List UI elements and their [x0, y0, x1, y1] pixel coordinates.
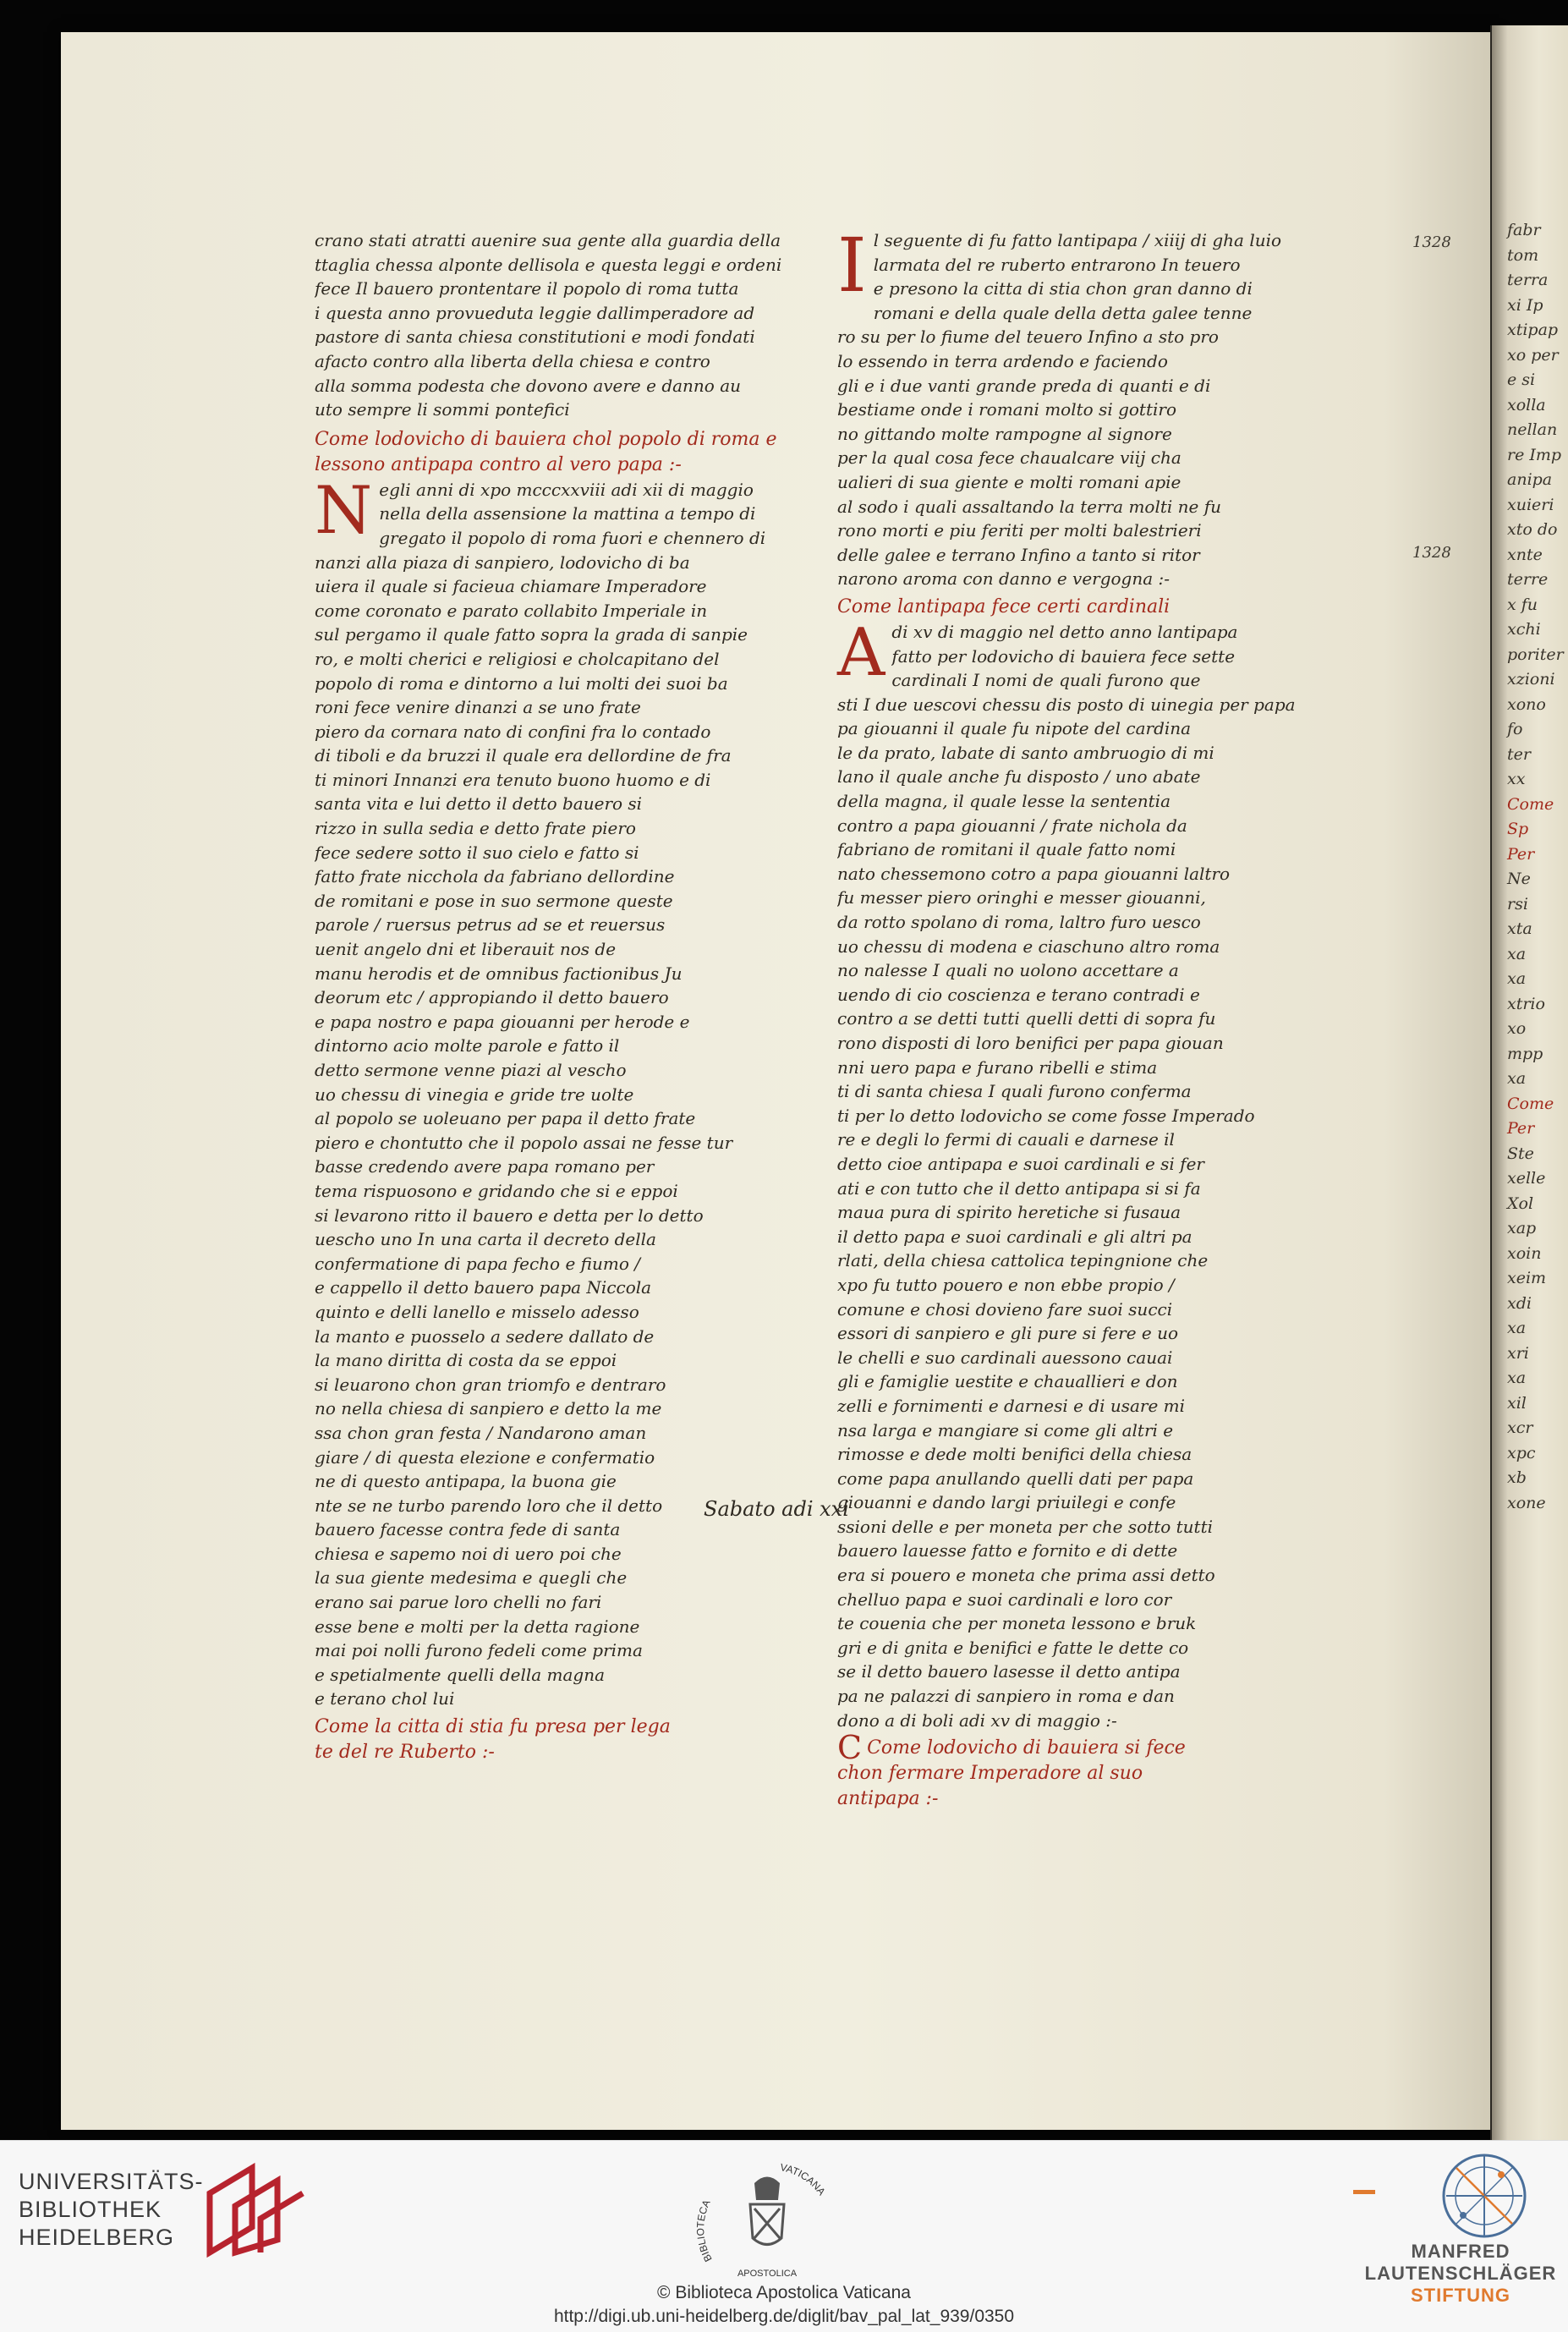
text-line: comune e chosi dovieno fare suoi succi	[837, 1298, 1173, 1320]
text-line: essori di sanpiero e gli pure si fere e uo	[837, 1323, 1179, 1344]
text-line: fu messer piero oringhi e messer giouanni,	[837, 887, 1206, 908]
text-line: giouanni e dando largi priuilegi e confe	[837, 1492, 1176, 1513]
text-line: erano sai parue loro chelli no fari	[315, 1592, 602, 1613]
facing-page-line: Come	[1507, 1094, 1554, 1113]
text-line: roni fece venire dinanzi a se uno frate	[315, 697, 641, 718]
text-line: popolo di roma e dintorno a lui molti dei suoi ba	[315, 672, 728, 694]
text-line: pa giouanni il quale fu nipote del cardina	[837, 718, 1192, 739]
text-line: l seguente di fu fatto lantipapa / xiiij di gha luio	[873, 230, 1282, 250]
facing-page-line: xnte	[1507, 545, 1543, 564]
facing-page-line: terre	[1507, 570, 1549, 589]
rubric-heading	[315, 427, 839, 478]
facing-page-line: xa	[1507, 1069, 1527, 1088]
text-line: nte se ne turbo parendo loro che il detto	[315, 1495, 663, 1516]
facing-page-line: tom	[1507, 245, 1539, 265]
text-line: quinto e delli lanello e misselo adesso	[315, 1301, 639, 1322]
text-line: alla somma podesta che dovono avere e danno au	[315, 375, 742, 396]
text-line: chelluo papa e suoi cardinali e loro cor	[837, 1589, 1172, 1610]
facing-page-line: mpp	[1507, 1044, 1543, 1063]
facing-page-line: Ste	[1507, 1144, 1534, 1163]
rubric-heading	[837, 595, 1379, 620]
text-line: al popolo se uoleuano per papa il detto frate	[315, 1108, 696, 1129]
manfred-foundation-name[interactable]: MANFRED LAUTENSCHLÄGER STIFTUNG	[1364, 2241, 1557, 2306]
text-line: te couenia che per moneta lessono e bruk	[837, 1613, 1197, 1634]
text-line: rizzo in sulla sedia e detto frate piero	[315, 818, 636, 839]
rubric-heading	[837, 1729, 1379, 1812]
text-line: piero e chontutto che il popolo assai ne fesse tur	[315, 1132, 733, 1153]
text-line: si leuarono chon gran triomfo e dentraro	[315, 1374, 666, 1395]
right-body-lines	[837, 614, 1379, 1732]
text-line: si levarono ritto il bauero e detta per lo detto	[315, 1204, 704, 1226]
text-line: fabriano de romitani il quale fatto nomi	[837, 839, 1176, 860]
facing-page-line: Sp	[1507, 820, 1529, 838]
left-body-lines	[315, 472, 839, 1711]
text-line: gri e di gnita e benifici e fatte le dette co	[837, 1637, 1189, 1658]
rubric-heading	[315, 1715, 839, 1765]
facing-page-line: xdi	[1507, 1293, 1532, 1313]
text-line: narono aroma con danno e vergogna :-	[837, 568, 1171, 590]
text-line: per la qual cosa fece chaualcare viij cha	[837, 447, 1181, 469]
footer	[0, 2140, 1568, 2332]
facing-page-line: xuieri	[1507, 495, 1554, 514]
facing-page-line: xi Ip	[1507, 295, 1543, 315]
text-line: e papa nostro e papa giouanni per herode e	[315, 1011, 690, 1032]
text-line: uiera il quale si facieua chiamare Imperadore	[315, 576, 707, 597]
text-line: sti I due uescovi chessu dis posto di uinegia per papa	[837, 694, 1296, 715]
text-line: pa ne palazzi di sanpiero in roma e dan	[837, 1686, 1175, 1707]
text-line: rono morti e piu feriti per molti balestrieri	[837, 520, 1202, 541]
text-line: giare / di questa elezione e confermatio	[315, 1446, 655, 1468]
text-line: cardinali I nomi de quali furono que	[891, 670, 1201, 691]
text-line: antipapa :-	[837, 1788, 939, 1810]
text-line: ti per lo detto lodovicho se come fosse Imperado	[837, 1105, 1255, 1126]
text-line: gli e i due vanti grande preda di quanti e di	[837, 375, 1211, 396]
text-line: e spetialmente quelli della magna	[315, 1664, 606, 1685]
text-line: ti di santa chiesa I quali furono conferma	[837, 1081, 1192, 1102]
facing-page-line: nellan	[1507, 420, 1558, 439]
text-line: le chelli e suo cardinali auessono cauai	[837, 1347, 1173, 1368]
text-line: uo chessu di modena e ciaschuno altro roma	[837, 936, 1220, 957]
text-line: nsa larga e mangiare si come gli altri e	[837, 1419, 1174, 1440]
facing-page-line: xa	[1507, 944, 1527, 963]
text-line: da rotto spolano di roma, laltro furo uesco	[837, 912, 1201, 933]
text-line: uescho uno In una carta il decreto della	[315, 1229, 656, 1250]
text-line: lano il quale anche fu disposto / uno abate	[837, 766, 1201, 787]
text-line: fece sedere sotto il suo cielo e fatto si	[315, 842, 639, 863]
text-line: no nalesse I quali no uolono accettare a	[837, 960, 1179, 981]
facing-page-line: xb	[1507, 1468, 1527, 1487]
text-line: ti minori Innanzi era tenuto buono huomo e di	[315, 769, 711, 790]
text-line: afacto contro alla liberta della chiesa e contro	[315, 350, 710, 371]
facing-page-line: xto do	[1507, 520, 1558, 539]
left-text-column	[315, 228, 839, 1765]
facing-page-line: xri	[1507, 1343, 1529, 1363]
text-line: basse credendo avere papa romano per	[315, 1156, 655, 1177]
facing-page-line: ter	[1507, 744, 1531, 764]
facing-page-edge	[1490, 25, 1568, 2140]
text-line: deorum etc / appropiando il detto bauero	[315, 987, 669, 1008]
text-line: contro a se detti tutti quelli detti di sopra fu	[837, 1008, 1216, 1029]
text-line: no gittando molte rampogne al signore	[837, 423, 1172, 444]
text-line: uenit angelo dni et liberauit nos de	[315, 939, 617, 960]
paragraph	[837, 222, 1379, 591]
facing-page-line: xolla	[1507, 395, 1546, 414]
facing-page-line: Xol	[1507, 1193, 1534, 1213]
text-line: parole / ruersus petrus ad se et reuersus	[315, 914, 666, 936]
facing-page-line: poriter	[1507, 645, 1564, 664]
svg-text:VATICANA: VATICANA	[779, 2161, 828, 2198]
text-line: e cappello il detto bauero papa Niccola	[315, 1277, 652, 1298]
facing-page-line: xelle	[1507, 1169, 1546, 1188]
facing-page-line: xil	[1507, 1393, 1527, 1413]
text-line: romani e della quale della detta galee tenne	[873, 302, 1253, 323]
red-initial: C	[837, 1729, 863, 1767]
text-line: chiesa e sapemo noi di uero poi che	[315, 1543, 622, 1564]
facing-page-line: fo	[1507, 720, 1523, 738]
facing-page-line: xta	[1507, 919, 1532, 938]
text-line: sul pergamo il quale fatto sopra la grada di sanpie	[315, 624, 748, 645]
decorative-dash	[1353, 2190, 1375, 2194]
text-line: era si pouero e moneta che prima assi detto	[837, 1565, 1215, 1586]
facing-page-line: x fu	[1507, 595, 1538, 614]
text-line: rono disposti di loro benifici per papa giouan	[837, 1033, 1224, 1053]
text-line: bauero lauesse fatto e fornito e di dette	[837, 1540, 1178, 1561]
facing-page-line: xo per	[1507, 345, 1559, 365]
text-line: mai poi nolli furono fedeli come prima	[315, 1640, 643, 1661]
copyright-notice: © Biblioteca Apostolica Vaticana	[657, 2283, 911, 2302]
margin-year: 1328	[1412, 544, 1451, 562]
text-line: larmata del re ruberto entrarono In teuero	[873, 254, 1241, 275]
facing-page-line: e si	[1507, 370, 1536, 389]
text-line: detto cioe antipapa e suoi cardinali e si fer	[837, 1153, 1204, 1174]
text-line: dono a di boli adi xv di maggio :-	[837, 1709, 1117, 1731]
facing-page-line: xono	[1507, 694, 1546, 714]
right-opening-lines	[837, 222, 1379, 591]
facing-page-line: xpc	[1507, 1443, 1536, 1462]
text-line: rimosse e dede molti benifici della chiesa	[837, 1444, 1192, 1465]
text-line: egli anni di xpo mcccxxviii adi xii di maggio	[379, 479, 754, 500]
facing-page-line: rsi	[1507, 894, 1528, 914]
text-line: ati e con tutto che il detto antipapa si si fa	[837, 1177, 1201, 1199]
text-line: pastore di santa chiesa constitutioni e modi fondati	[315, 326, 755, 348]
facing-page-line: xoin	[1507, 1243, 1542, 1263]
facing-page-line: terra	[1507, 271, 1549, 289]
manuscript-page	[61, 32, 1499, 2130]
text-line: e terano chol lui	[315, 1688, 455, 1709]
text-line: bauero facesse contra fede di santa	[315, 1519, 621, 1540]
text-line: ualieri di sua giente e molti romani apie	[837, 471, 1181, 492]
text-line: detto sermone venne piazi al vescho	[315, 1060, 627, 1080]
text-line: lessono antipapa contro al vero papa :-	[315, 453, 682, 475]
text-line: ne di questo antipapa, la buona gie	[315, 1471, 617, 1492]
text-line: re e degli lo fermi di cauali e darnese il	[837, 1129, 1175, 1150]
text-line: esse bene e molti per la detta ragione	[315, 1616, 640, 1637]
text-line: confermatione di papa fecho e fiumo /	[315, 1253, 640, 1274]
facing-page-line: Ne	[1507, 870, 1531, 888]
text-line: ssioni delle e per moneta per che sotto tutti	[837, 1516, 1214, 1537]
catchword: Sabato adi xxi	[704, 1497, 849, 1521]
text-line: uto sempre li sommi pontefici	[315, 399, 570, 420]
ub-heidelberg-name[interactable]: UNIVERSITÄTS- BIBLIOTHEK HEIDELBERG	[19, 2169, 204, 2250]
text-line: gregato il popolo di roma fuori e chennero di	[379, 527, 766, 548]
text-line: contro a papa giouanni / frate nichola da	[837, 815, 1187, 836]
text-line: nella della assensione la mattina a tempo di	[379, 503, 756, 524]
facing-page-line: Come	[1507, 794, 1554, 814]
text-line: delle galee e terrano Infino a tanto si ritor	[837, 544, 1200, 565]
text-line: come papa anullando quelli dati per papa	[837, 1468, 1194, 1489]
text-line: ttaglia chessa alponte dellisola e questa leggi e ordeni	[315, 254, 782, 275]
red-initial: A	[837, 614, 885, 691]
text-line: chon fermare Imperadore al suo	[837, 1763, 1143, 1785]
paragraph	[315, 472, 839, 1711]
facing-page-line: anipa	[1507, 470, 1553, 489]
facing-page-line: xtipap	[1507, 321, 1559, 339]
facing-page-line: xap	[1507, 1219, 1537, 1237]
text-line: bestiame onde i romani molto si gottiro	[837, 399, 1176, 420]
facing-page-line: xa	[1507, 1369, 1527, 1387]
text-line: uendo di cio coscienza e terano contradi e	[837, 984, 1200, 1005]
text-line: la sua giente medesima e quegli che	[315, 1567, 628, 1589]
facing-page-line: Per	[1507, 844, 1535, 864]
text-line: piero da cornara nato di confini fra lo contado	[315, 721, 711, 742]
text-line: al sodo i quali assaltando la terra molti ne fu	[837, 496, 1222, 517]
text-line: dintorno acio molte parole e fatto il	[315, 1035, 620, 1056]
left-opening-lines	[315, 228, 839, 422]
text-line: manu herodis et de omnibus factionibus Ju	[315, 963, 683, 984]
facing-page-line: xcr	[1507, 1418, 1533, 1437]
facing-page-line: xchi	[1507, 620, 1541, 639]
facing-page-line: xzioni	[1507, 670, 1555, 689]
facing-page-line: Per	[1507, 1119, 1535, 1138]
text-line: fatto per lodovicho di bauiera fece sette	[891, 645, 1236, 667]
facing-page-line: xeim	[1507, 1269, 1547, 1287]
text-line: la mano diritta di costa da se eppoi	[315, 1350, 617, 1371]
text-line: rlati, della chiesa cattolica tepingnione che	[837, 1250, 1209, 1271]
ub-heidelberg-logo-icon[interactable]	[201, 2159, 311, 2261]
facing-page-line: re Imp	[1507, 445, 1562, 464]
facing-page-line: xa	[1507, 1319, 1527, 1337]
text-line: gli e famiglie uestite e chauallieri e don	[837, 1371, 1178, 1392]
text-line: Come lodovicho di bauiera chol popolo di roma e	[315, 428, 777, 450]
facing-page-line: fabr	[1507, 221, 1541, 239]
facing-page-line: xone	[1507, 1493, 1546, 1512]
facing-page-line: xo	[1507, 1019, 1527, 1038]
text-line: uo chessu di vinegia e gride tre uolte	[315, 1084, 634, 1105]
text-line: maua pura di spirito heretiche si fusaua	[837, 1202, 1181, 1223]
svg-text:BIBLIOTECA: BIBLIOTECA	[694, 2198, 715, 2264]
paragraph	[837, 614, 1379, 1732]
text-line: tema rispuosono e gridando che si e eppoi	[315, 1180, 678, 1201]
text-line: no nella chiesa di sanpiero e detto la me	[315, 1398, 662, 1419]
text-line: nni uero papa e furano ribelli e stima	[837, 1056, 1158, 1078]
text-line: zelli e fornimenti e darnesi e di usare mi	[837, 1395, 1186, 1416]
text-line: Come la citta di stia fu presa per lega	[315, 1716, 671, 1738]
text-line: te del re Ruberto :-	[315, 1742, 495, 1764]
text-line: fece Il bauero prontentare il popolo di roma tutta	[315, 278, 739, 299]
text-line: di tiboli e da bruzzi il quale era dellordine de fra	[315, 745, 732, 766]
text-line: il detto papa e suoi cardinali e gli altri pa	[837, 1226, 1192, 1247]
text-line: santa vita e lui detto il detto bauero si	[315, 793, 643, 815]
text-line: i questa anno provueduta leggie dallimperadore ad	[315, 302, 755, 323]
right-text-column	[837, 222, 1379, 1812]
margin-year: 1328	[1412, 233, 1451, 251]
permalink-url[interactable]: http://digi.ub.uni-heidelberg.de/diglit/bav_pal_lat_939/0350	[553, 2307, 1015, 2326]
manfred-foundation-logo-icon[interactable]	[1438, 2149, 1531, 2242]
text-line: nato chessemono cotro a papa giouanni laltro	[837, 863, 1231, 884]
text-line: ssa chon gran festa / Nandarono aman	[315, 1422, 647, 1443]
facing-page-line: xtrio	[1507, 994, 1545, 1013]
text-line: de romitani e pose in suo sermone queste	[315, 890, 673, 911]
text-line: di xv di maggio nel detto anno lantipapa	[891, 621, 1238, 642]
text-line: Come lantipapa fece certi cardinali	[837, 595, 1171, 617]
red-initial: N	[315, 472, 373, 549]
facing-page-line: xa	[1507, 969, 1527, 988]
text-line: della magna, il quale lesse la sententia	[837, 791, 1171, 812]
text-line: xpo fu tutto pouero e non ebbe propio /	[837, 1274, 1175, 1295]
text-line: ro su per lo fiume del teuero Infino a sto pro	[837, 326, 1219, 348]
svg-text:APOSTOLICA: APOSTOLICA	[737, 2269, 798, 2279]
vatican-library-emblem-icon[interactable]	[687, 2158, 847, 2285]
text-line: se il detto bauero lasesse il detto antipa	[837, 1661, 1181, 1682]
text-line: come coronato e parato collabito Imperiale in	[315, 600, 708, 621]
text-line: le da prato, labate di santo ambruogio di mi	[837, 742, 1214, 763]
text-line: fatto frate nicchola da fabriano dellordine	[315, 866, 675, 887]
text-line: ro, e molti cherici e religiosi e cholcapitano del	[315, 648, 720, 669]
rubric-block	[837, 1729, 1379, 1812]
red-initial: I	[837, 222, 867, 309]
text-line: crano stati atratti auenire sua gente alla guardia della	[315, 230, 781, 250]
text-line: e presono la citta di stia chon gran danno di	[873, 278, 1253, 299]
text-line: Come lodovicho di bauiera si fece	[867, 1737, 1186, 1759]
text-line: lo essendo in terra ardendo e faciendo	[837, 350, 1168, 371]
text-line: nanzi alla piaza di sanpiero, lodovicho di ba	[315, 551, 690, 573]
text-line: la manto e puosselo a sedere dallato de	[315, 1325, 655, 1347]
facing-page-line: xx	[1507, 770, 1526, 788]
